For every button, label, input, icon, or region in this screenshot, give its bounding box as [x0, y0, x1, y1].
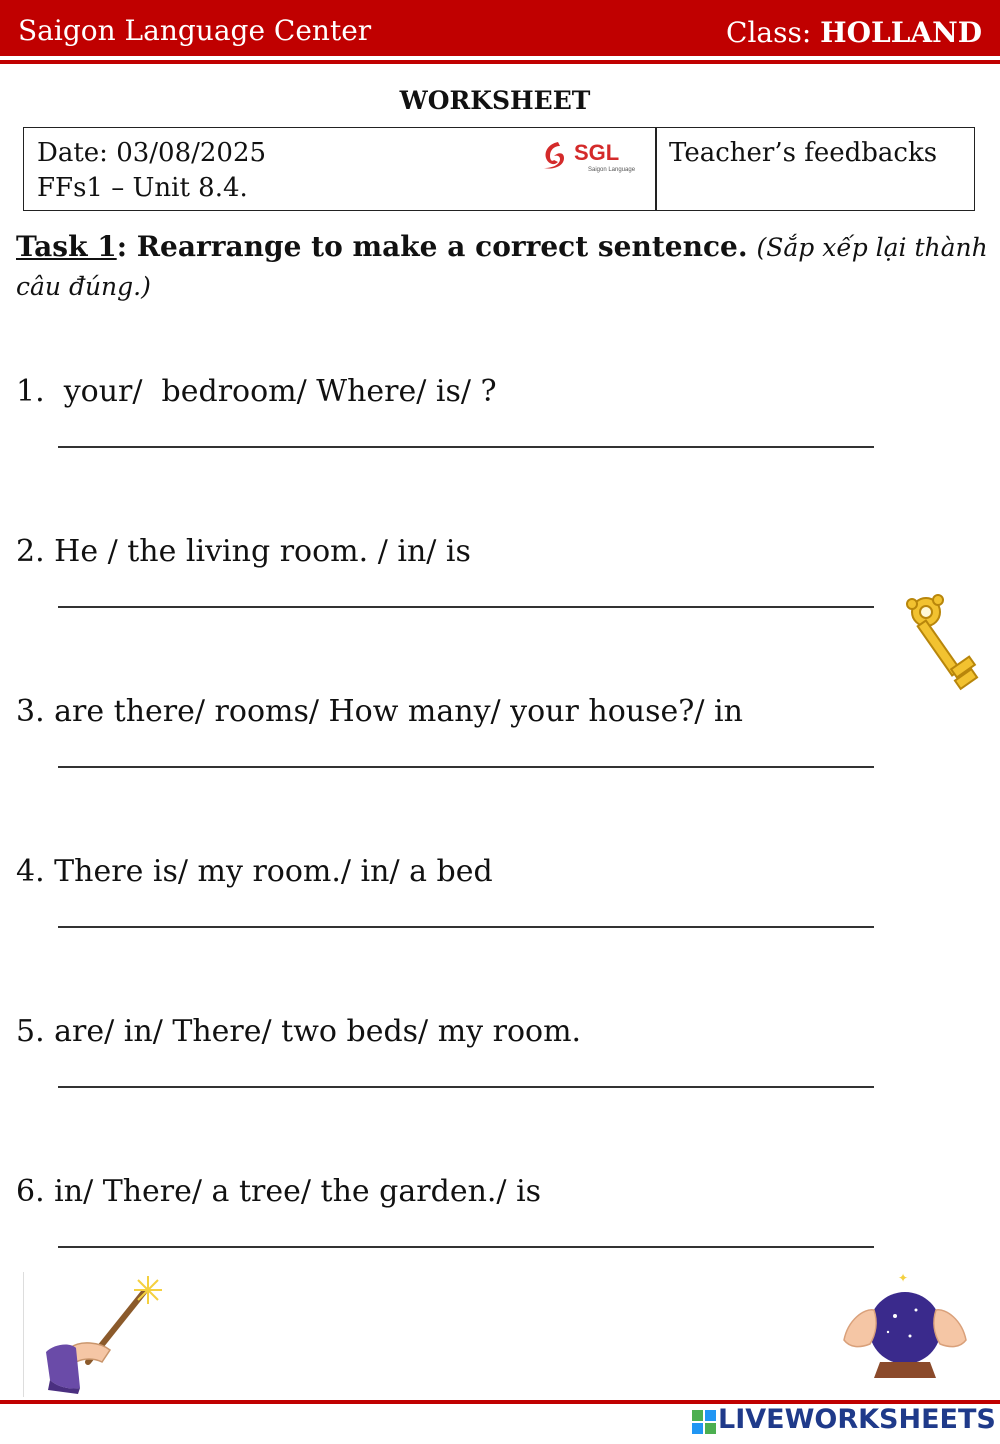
question-6: 6. in/ There/ a tree/ the garden./ is [16, 1174, 542, 1209]
decor-vertical-line [23, 1272, 24, 1397]
header-underline [0, 60, 1000, 64]
svg-text:✦: ✦ [898, 1271, 909, 1285]
info-box [23, 127, 975, 211]
feedback-label: Teacher’s feedbacks [669, 138, 938, 168]
date-text: Date: 03/08/2025 [37, 138, 267, 168]
task-label: Task 1 [16, 230, 117, 263]
task-translation: (Sắp xếp lại thành câu đúng.) [16, 233, 988, 301]
answer-line-5[interactable] [58, 1086, 874, 1088]
answer-line-1[interactable] [58, 446, 874, 448]
question-1: 1. your/ bedroom/ Where/ is/ ? [16, 374, 497, 409]
magic-wand-icon [40, 1270, 170, 1395]
crystal-ball-icon [840, 1270, 970, 1385]
info-divider [655, 128, 657, 210]
worksheet-title: WORKSHEET [399, 86, 591, 115]
answer-line-4[interactable] [58, 926, 874, 928]
center-name: Saigon Language Center [18, 14, 372, 47]
header-bar [0, 0, 1000, 56]
golden-key-icon [898, 590, 984, 700]
question-2: 2. He / the living room. / in/ is [16, 534, 471, 569]
class-label: Class: [726, 16, 812, 49]
class-info [726, 16, 982, 49]
liveworksheets-logo-icon [692, 1410, 716, 1434]
task-instruction: : Rearrange to make a correct sentence. [116, 230, 748, 263]
question-3: 3. are there/ rooms/ How many/ your house?/ in [16, 694, 743, 729]
liveworksheets-brand[interactable]: LIVEWORKSHEETS [718, 1404, 996, 1435]
unit-text: FFs1 – Unit 8.4. [37, 173, 248, 203]
logo-text: SGL [574, 140, 620, 165]
question-5: 5. are/ in/ There/ two beds/ my room. [16, 1014, 582, 1049]
sgl-logo [540, 138, 640, 174]
task-heading [16, 228, 1000, 306]
class-name: HOLLAND [820, 16, 982, 49]
answer-line-2[interactable] [58, 606, 874, 608]
logo-subtext: Saigon Language [588, 167, 636, 173]
answer-line-6[interactable] [58, 1246, 874, 1248]
question-4: 4. There is/ my room./ in/ a bed [16, 854, 493, 889]
answer-line-3[interactable] [58, 766, 874, 768]
